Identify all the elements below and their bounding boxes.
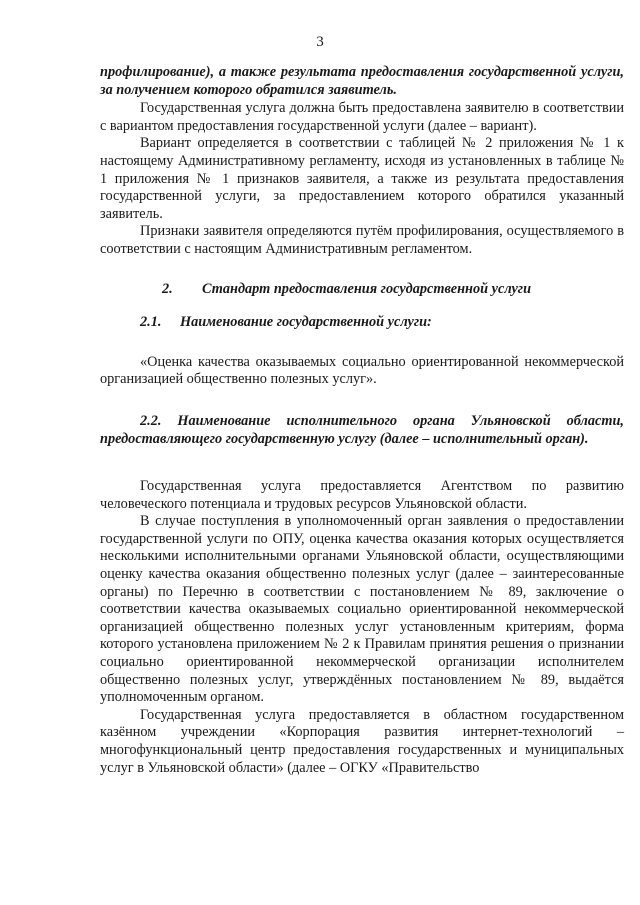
section-heading-2-2: 2.2. Наименование исполнительного органа Ульяновской области, предоставляющего государственную услугу (далее – исполнительный орган). bbox=[100, 412, 624, 447]
paragraph-multiple-authorities: В случае поступления в уполномоченный орган заявления о предоставлении государственной услуги по ОПУ, оценка качества оказания которых осуществляется несколькими исполнительными органами Ульяновской области, осуществляющими оценку качества оказания общественно полезных услуг (далее – заинтересованные органы) по Перечню в соответствии с постановлением № 89, заключение о соответствии качества оказываемых социально ориентированной некоммерческой организацией общественно полезных услуг установленным критериям, форма которого установлена приложением № 2 к Правилам принятия решения о признании социально ориентированной некоммерческой организации исполнителем общественно полезных услуг, утверждённых постановлением № 89, выдаётся уполномоченным органом. bbox=[100, 513, 624, 706]
paragraph-variant-requirement: Государственная услуга должна быть предоставлена заявителю в соответствии с вариантом предоставления государственной услуги (далее – вариант). bbox=[100, 100, 624, 134]
paragraph-applicant-attributes: Признаки заявителя определяются путём профилирования, осуществляемого в соответствии с настоящим Административным регламентом. bbox=[100, 223, 624, 257]
document-body bbox=[100, 64, 624, 777]
paragraph-profiling-result: профилирование), а также результата предоставления государственной услуги, за получением которого обратился заявитель. bbox=[100, 64, 624, 98]
section-heading-2-1 bbox=[100, 314, 624, 332]
paragraph-service-name: «Оценка качества оказываемых социально ориентированной некоммерческой организацией общественно полезных услуг». bbox=[100, 353, 624, 388]
page-number: 3 bbox=[316, 34, 324, 50]
subsection-title: Наименование государственной услуги: bbox=[180, 314, 432, 331]
subsection-number: 2.1. bbox=[140, 314, 162, 331]
paragraph-variant-determination: Вариант определяется в соответствии с таблицей № 2 приложения № 1 к настоящему Административному регламенту, исходя из установленных в таблице № 1 приложения № 1 признаков заявителя, а также из результата предоставления государственной услуги, за предоставлением которого обратился указанный заявитель. bbox=[100, 135, 624, 222]
section-title: Стандарт предоставления государственной услуги bbox=[202, 280, 532, 297]
paragraph-providing-agency: Государственная услуга предоставляется Агентством по развитию человеческого потенциала и трудовых ресурсов Ульяновской области. bbox=[100, 478, 624, 512]
section-heading-2 bbox=[100, 281, 624, 299]
paragraph-mfc: Государственная услуга предоставляется в областном государственном казённом учреждении «Корпорация развития интернет-технологий – многофункциональный центр предоставления государственных и муниципальных услуг в Ульяновской области» (далее – ОГКУ «Правительство bbox=[100, 706, 624, 776]
section-number: 2. bbox=[162, 280, 173, 297]
